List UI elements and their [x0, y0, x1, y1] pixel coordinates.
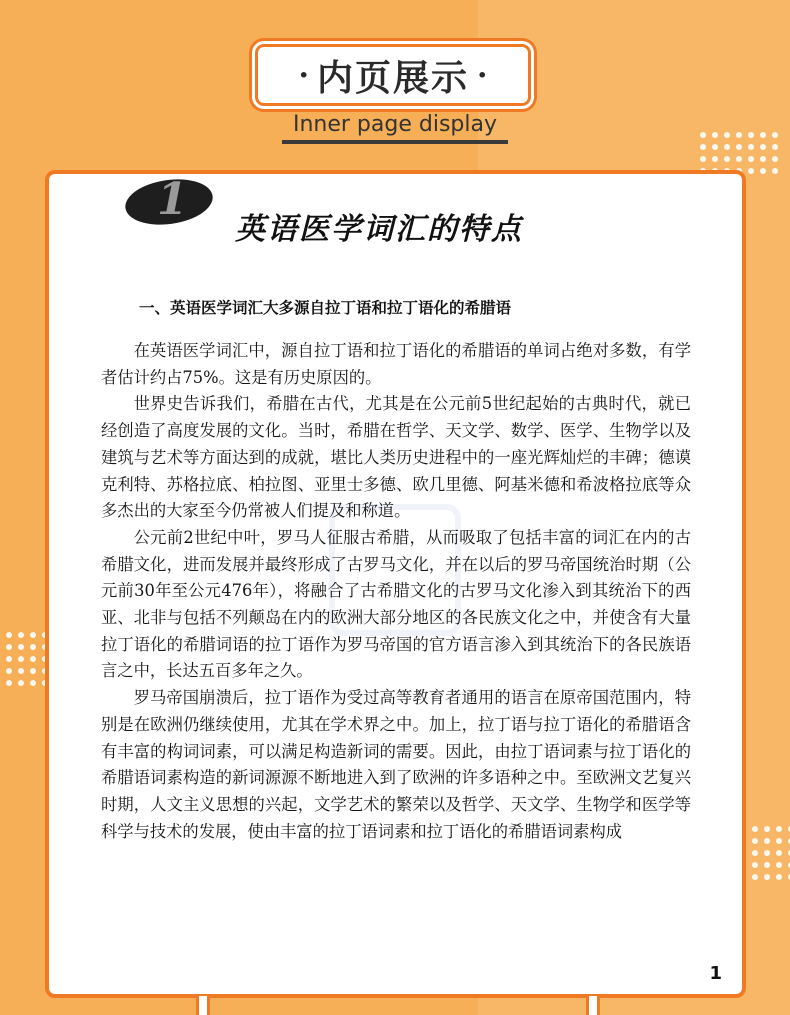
- chapter-title: 英语医学词汇的特点: [235, 212, 523, 247]
- header-title-box: [255, 44, 531, 106]
- title-dot-right: ·: [477, 57, 488, 93]
- card-stand-left: [196, 996, 210, 1015]
- chapter-number: 1: [157, 174, 188, 225]
- decorative-dots: [740, 826, 790, 880]
- paragraph: 在英语医学词汇中，源自拉丁语和拉丁语化的希腊语的单词占绝对多数，有学者估计约占75%。这是有历史原因的。: [101, 341, 691, 387]
- header-subtitle: Inner page display: [292, 112, 497, 137]
- paragraph: 罗马帝国崩溃后，拉丁语作为受过高等教育者通用的语言在原帝国范围内，特别是在欧洲仍继续使用，尤其在学术界之中。加上，拉丁语与拉丁语化的希腊语含有丰富的构词词素，可以满足构造新词的需要。因此，由拉丁语词素与拉丁语化的希腊语词素构造的新词源源不断地进入到了欧洲的许多语种之中。至欧洲文艺复兴时期，人文主义思想的兴起，文学艺术的繁荣以及哲学、天文学、生物学和医学等科学与技术的发展，使由丰富的拉丁语词素和拉丁语化的希腊语词素构成: [101, 688, 691, 841]
- page-card: [45, 170, 746, 998]
- body-text: [101, 338, 691, 845]
- card-stand-right: [586, 996, 600, 1015]
- subtitle-underline: [282, 140, 508, 144]
- title-dot-left: ·: [298, 57, 309, 93]
- section-heading: 一、英语医学词汇大多源自拉丁语和拉丁语化的希腊语: [139, 299, 512, 317]
- paragraph: 公元前2世纪中叶，罗马人征服古希腊，从而吸取了包括丰富的词汇在内的古希腊文化，进而发展并最终形成了古罗马文化，并在以后的罗马帝国统治时期（公元前30年至公元476年），将融合了古希腊文化的古罗马文化渗入到其统治下的西亚、北非与包括不列颠岛在内的欧洲大部分地区的各民族文化之中，并使含有大量拉丁语化的希腊词语的拉丁语作为罗马帝国的官方语言渗入到其统治下的各民族语言之中，长达五百多年之久。: [101, 527, 691, 681]
- decorative-dots: [700, 132, 778, 174]
- header-title: 内页展示: [316, 57, 469, 99]
- page-number: 1: [709, 963, 722, 984]
- paragraph: 世界史告诉我们，希腊在古代，尤其是在公元前5世纪起始的古典时代，就已经创造了高度发展的文化。当时，希腊在哲学、天文学、数学、医学、生物学以及建筑与艺术等方面达到的成就，堪比人类历史进程中的一座光辉灿烂的丰碑；德谟克利特、苏格拉底、柏拉图、亚里士多德、欧几里德、阿基米德和希波格拉底等众多杰出的大家至今仍常被人们提及和称道。: [101, 394, 691, 521]
